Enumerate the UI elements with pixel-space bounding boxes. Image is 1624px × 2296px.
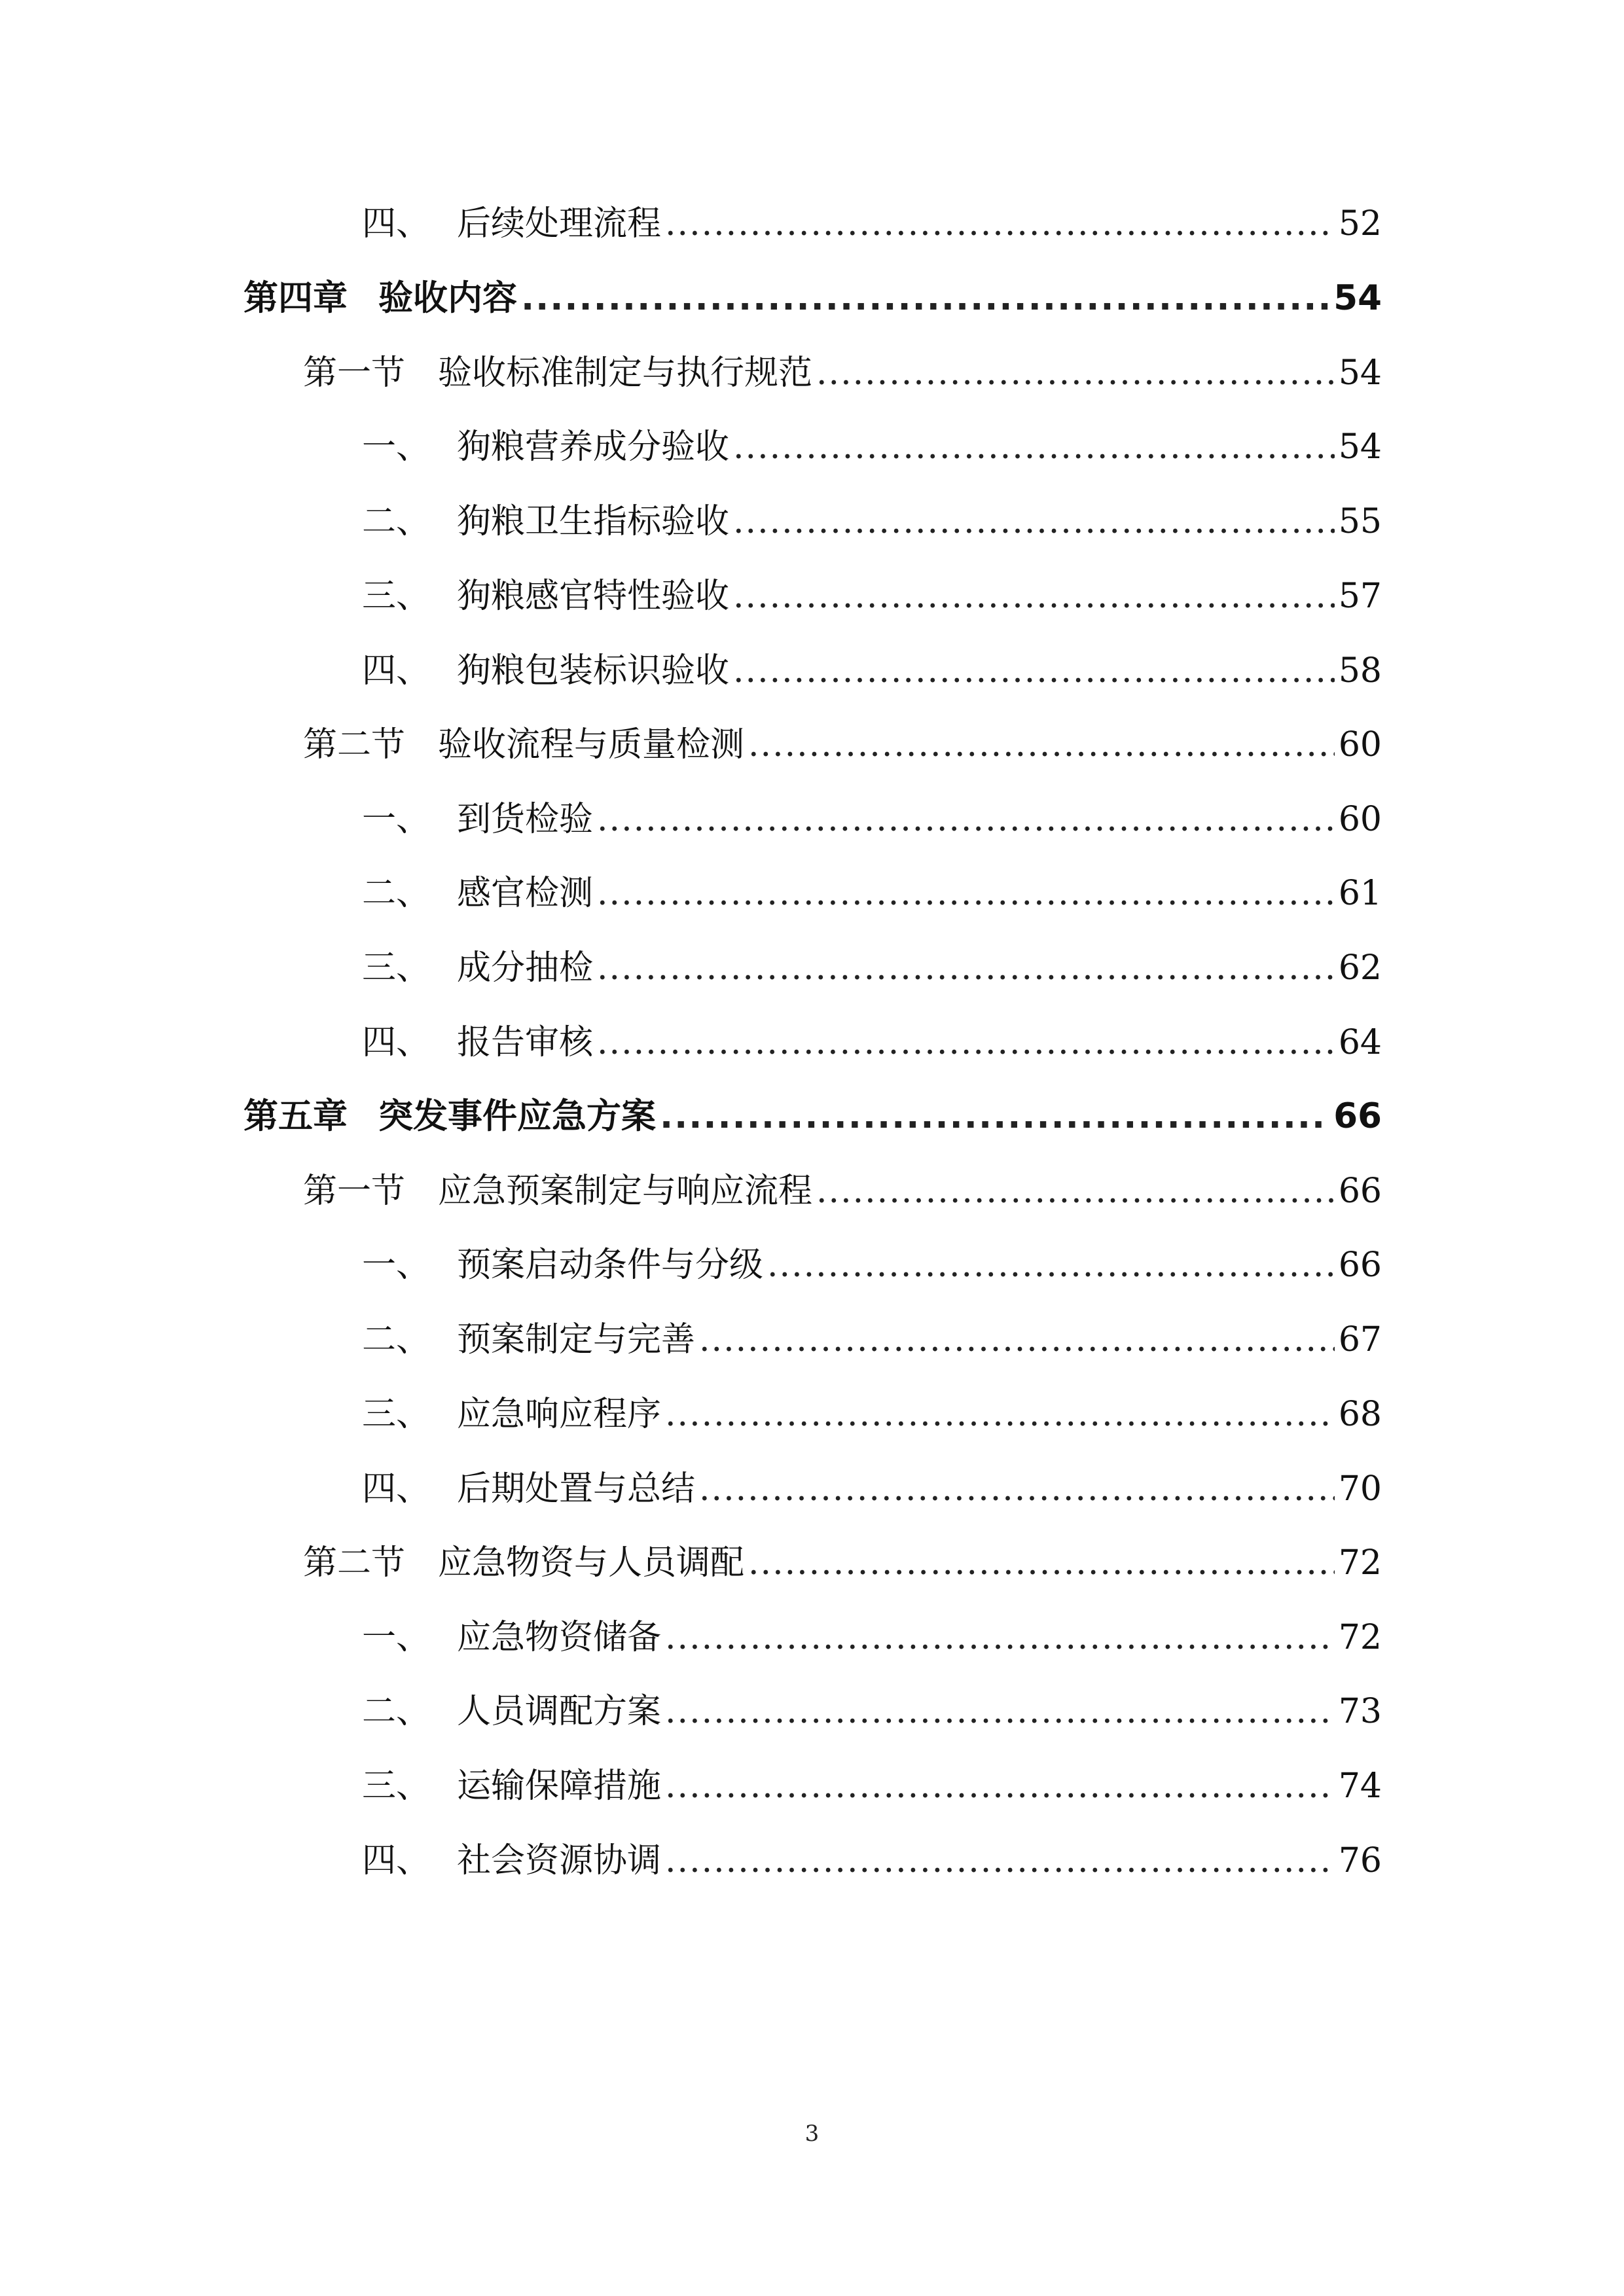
toc-entry-prefix: 第五章 — [244, 1096, 348, 1136]
toc-entry-prefix: 第二节 — [303, 1543, 406, 1583]
toc-entry-page: 54 — [1338, 353, 1382, 393]
dot-leader — [665, 1388, 1335, 1441]
toc-entry-prefix: 四、 — [362, 651, 431, 691]
toc-entry-item[interactable] — [362, 793, 1382, 846]
toc-entry-title: 狗粮感官特性验收 — [457, 577, 730, 616]
toc-entry-prefix: 四、 — [362, 1841, 431, 1880]
toc-entry-prefix: 第一节 — [303, 353, 406, 393]
toc-entry-page: 72 — [1338, 1543, 1382, 1583]
dot-leader — [816, 347, 1335, 399]
toc-entry-title: 验收内容 — [378, 278, 517, 318]
toc-entry-section[interactable] — [303, 1537, 1382, 1589]
toc-entry-prefix: 一、 — [362, 1618, 431, 1657]
toc-entry-page: 68 — [1338, 1395, 1382, 1434]
dot-leader — [733, 421, 1335, 473]
toc-entry-title: 突发事件应急方案 — [378, 1096, 656, 1136]
toc-entry-title: 人员调配方案 — [457, 1692, 662, 1731]
dot-leader — [597, 1016, 1335, 1069]
toc-entry-section[interactable] — [303, 1165, 1382, 1217]
toc-entry-item[interactable] — [362, 421, 1382, 473]
toc-entry-chapter[interactable] — [244, 1090, 1382, 1143]
toc-entry-prefix: 第四章 — [244, 278, 348, 318]
toc-entry-page: 54 — [1333, 278, 1382, 318]
dot-leader — [699, 1463, 1335, 1515]
toc-entry-item[interactable] — [362, 1463, 1382, 1515]
toc-entry-page: 55 — [1338, 502, 1382, 541]
dot-leader — [733, 570, 1335, 622]
toc-entry-title: 成分抽检 — [457, 948, 594, 988]
toc-entry-item[interactable] — [362, 645, 1382, 697]
toc-entry-chapter[interactable] — [244, 272, 1382, 325]
toc-entry-item[interactable] — [362, 570, 1382, 622]
dot-leader — [521, 272, 1329, 325]
toc-entry-page: 66 — [1333, 1096, 1382, 1136]
toc-entry-page: 54 — [1338, 427, 1382, 467]
toc-entry-item[interactable] — [362, 1314, 1382, 1366]
toc-entry-prefix: 二、 — [362, 1320, 431, 1359]
toc-entry-title: 应急预案制定与响应流程 — [438, 1172, 813, 1211]
toc-entry-title: 狗粮营养成分验收 — [457, 427, 730, 467]
toc-entry-prefix: 二、 — [362, 874, 431, 913]
toc-entry-title: 感官检测 — [457, 874, 594, 913]
dot-leader — [597, 793, 1335, 846]
toc-entry-item[interactable] — [362, 495, 1382, 548]
dot-leader — [597, 942, 1335, 994]
dot-leader — [665, 1611, 1335, 1664]
toc-entry-title: 报告审核 — [457, 1023, 594, 1062]
toc-entry-item[interactable] — [362, 1760, 1382, 1812]
toc-entry-page: 58 — [1338, 651, 1382, 691]
dot-leader — [665, 1760, 1335, 1812]
dot-leader — [733, 645, 1335, 697]
dot-leader — [748, 1537, 1335, 1589]
toc-entry-prefix: 二、 — [362, 502, 431, 541]
toc-entry-title: 后期处置与总结 — [457, 1469, 696, 1509]
toc-entry-page: 60 — [1338, 725, 1382, 764]
toc-entry-prefix: 三、 — [362, 948, 431, 988]
toc-entry-prefix: 四、 — [362, 204, 431, 243]
toc-entry-page: 62 — [1338, 948, 1382, 988]
dot-leader — [665, 1685, 1335, 1738]
toc-entry-prefix: 四、 — [362, 1469, 431, 1509]
dot-leader — [699, 1314, 1335, 1366]
toc-entry-item[interactable] — [362, 867, 1382, 920]
toc-entry-title: 验收流程与质量检测 — [438, 725, 745, 764]
dot-leader — [665, 198, 1335, 250]
toc-entry-prefix: 三、 — [362, 1395, 431, 1434]
toc-entry-item[interactable] — [362, 1685, 1382, 1738]
toc-entry-section[interactable] — [303, 347, 1382, 399]
toc-entry-section[interactable] — [303, 719, 1382, 771]
toc-entry-title: 后续处理流程 — [457, 204, 662, 243]
toc-entry-prefix: 第二节 — [303, 725, 406, 764]
toc-entry-prefix: 二、 — [362, 1692, 431, 1731]
dot-leader — [748, 719, 1335, 771]
toc-entry-title: 应急物资储备 — [457, 1618, 662, 1657]
toc-entry-title: 应急响应程序 — [457, 1395, 662, 1434]
toc-entry-title: 狗粮包装标识验收 — [457, 651, 730, 691]
toc-entry-title: 狗粮卫生指标验收 — [457, 502, 730, 541]
toc-entry-title: 验收标准制定与执行规范 — [438, 353, 813, 393]
toc-entry-item[interactable] — [362, 1611, 1382, 1664]
dot-leader — [665, 1835, 1335, 1887]
toc-entry-page: 52 — [1338, 204, 1382, 243]
toc-entry-prefix: 三、 — [362, 1767, 431, 1806]
toc-entry-page: 76 — [1338, 1841, 1382, 1880]
dot-leader — [660, 1090, 1329, 1143]
toc-entry-prefix: 一、 — [362, 1246, 431, 1285]
dot-leader — [816, 1165, 1335, 1217]
toc-entry-prefix: 第一节 — [303, 1172, 406, 1211]
dot-leader — [767, 1239, 1335, 1291]
toc-entry-page: 74 — [1338, 1767, 1382, 1806]
toc-entry-page: 60 — [1338, 800, 1382, 839]
toc-entry-page: 57 — [1338, 577, 1382, 616]
toc-entry-title: 运输保障措施 — [457, 1767, 662, 1806]
toc-entry-page: 72 — [1338, 1618, 1382, 1657]
toc-entry-prefix: 四、 — [362, 1023, 431, 1062]
toc-entry-page: 67 — [1338, 1320, 1382, 1359]
toc-entry-page: 73 — [1338, 1692, 1382, 1731]
toc-entry-item[interactable] — [362, 1388, 1382, 1441]
toc-entry-prefix: 三、 — [362, 577, 431, 616]
dot-leader — [597, 867, 1335, 920]
toc-entry-item[interactable] — [362, 1016, 1382, 1069]
toc-entry-item[interactable] — [362, 1239, 1382, 1291]
page-number: 3 — [804, 2121, 820, 2147]
toc-entry-prefix: 一、 — [362, 427, 431, 467]
toc-entry-item[interactable] — [362, 942, 1382, 994]
toc-entry-page: 70 — [1338, 1469, 1382, 1509]
toc-entry-title: 应急物资与人员调配 — [438, 1543, 745, 1583]
toc-entry-title: 预案制定与完善 — [457, 1320, 696, 1359]
toc-entry-item[interactable] — [362, 198, 1382, 250]
toc-entry-page: 64 — [1338, 1023, 1382, 1062]
toc-entry-title: 社会资源协调 — [457, 1841, 662, 1880]
toc-entry-title: 预案启动条件与分级 — [457, 1246, 764, 1285]
toc-entry-prefix: 一、 — [362, 800, 431, 839]
dot-leader — [733, 495, 1335, 548]
toc-entry-page: 61 — [1338, 874, 1382, 913]
toc-entry-page: 66 — [1338, 1172, 1382, 1211]
toc-entry-title: 到货检验 — [457, 800, 594, 839]
toc-entry-page: 66 — [1338, 1246, 1382, 1285]
toc-entry-item[interactable] — [362, 1835, 1382, 1887]
